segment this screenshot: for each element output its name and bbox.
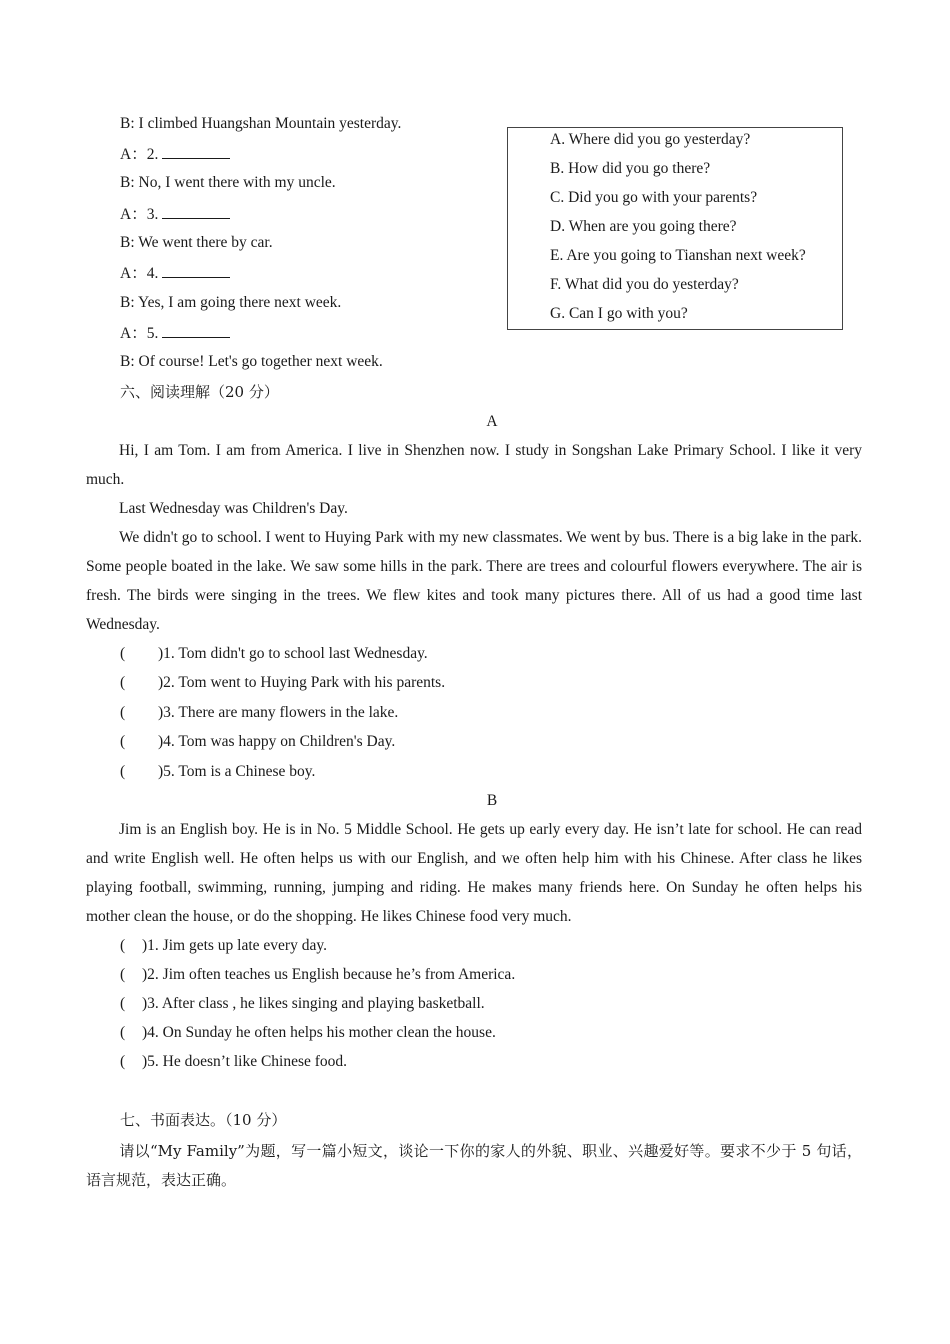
paragraph-text: Jim is an English boy. He is in No. 5 Middle School. He gets up early every day. He isn’t late for school. He can read and write English well. He often helps us with our English, and we often help him with his Chinese. After class he likes playing football, swimming, running, jumping and riding. He makes many friends here. On Sunday he often helps his mother clean the house, or do the shopping. He likes Chinese food very much. — [86, 821, 862, 925]
paren-close: ) — [158, 733, 164, 750]
dialogue-line — [120, 114, 401, 134]
prompt-text: 请以“My Family”为题，写一篇小短文，谈论一下你的家人的外貌、职业、兴趣爱好等。要求不少于 5 句话，语言规范，表达正确。 — [86, 1142, 862, 1189]
question-item — [120, 994, 485, 1014]
question-item — [120, 1052, 347, 1072]
paren-close: ) — [158, 704, 164, 721]
dialogue-line — [120, 352, 383, 372]
question-item — [120, 965, 515, 985]
question-item — [120, 673, 445, 693]
question-text: 5. Tom is a Chinese boy. — [163, 763, 316, 780]
dialogue-line — [120, 233, 273, 253]
answer-paren[interactable]: ( — [120, 645, 126, 662]
paragraph-text: Hi, I am Tom. I am from America. I live in Shenzhen now. I study in Songshan Lake Primary School. I like it very much. — [86, 442, 862, 488]
answer-paren[interactable]: ( — [120, 763, 126, 780]
paren-close: ) — [158, 645, 164, 662]
question-item — [120, 703, 398, 723]
passage-a-paragraph-1 — [86, 436, 862, 494]
dialogue-line — [120, 263, 230, 284]
question-item — [120, 1023, 496, 1043]
dialogue-text: I climbed Huangshan Mountain yesterday. — [138, 115, 402, 132]
answer-paren[interactable]: ( — [120, 704, 126, 721]
options-box — [507, 127, 843, 330]
answer-paren[interactable]: ( — [120, 995, 126, 1012]
question-item — [120, 732, 395, 752]
question-item — [120, 762, 315, 782]
paragraph-text: Last Wednesday was Children's Day. — [119, 500, 348, 517]
dialogue-text: Yes, I am going there next week. — [137, 294, 342, 311]
paragraph-text: We didn't go to school. I went to Huying Park with my new classmates. We went by bus. There is a big lake in the park. Some people boated in the lake. We saw some hills in the park. There are trees and colourful flowers everywhere. The air is fresh. The birds were singing in the trees. We flew kites and took many pictures there. All of us had a good time last Wednesday. — [86, 529, 862, 633]
dialogue-line — [120, 144, 230, 165]
question-text: 4. Tom was happy on Children's Day. — [163, 733, 396, 750]
answer-blank[interactable] — [162, 263, 230, 278]
paren-close: ) — [158, 674, 164, 691]
question-text: 3. There are many flowers in the lake. — [163, 704, 399, 721]
speaker: B: — [120, 174, 135, 191]
answer-paren[interactable]: ( — [120, 1053, 126, 1070]
question-text: 1. Jim gets up late every day. — [147, 937, 327, 954]
paren-close: ) — [142, 1053, 148, 1070]
section-6-title: 六、阅读理解（20 分） — [120, 383, 279, 401]
question-text: 3. After class , he likes singing and playing basketball. — [147, 995, 485, 1012]
answer-paren[interactable]: ( — [120, 674, 126, 691]
dialogue-text: We went there by car. — [138, 234, 273, 251]
answer-paren[interactable]: ( — [120, 1024, 126, 1041]
speaker: B: — [120, 115, 135, 132]
section-7-title: 七、书面表达。（10 分） — [120, 1111, 287, 1129]
question-text: 5. He doesn’t like Chinese food. — [147, 1053, 348, 1070]
speaker: B: — [120, 353, 135, 370]
dialogue-line — [120, 204, 230, 225]
speaker: A： — [120, 146, 147, 163]
writing-prompt — [86, 1137, 862, 1195]
option-c: C. Did you go with your parents? — [550, 189, 758, 206]
passage-a-paragraph-3 — [86, 523, 862, 639]
passage-b-paragraph-1 — [86, 815, 862, 931]
option-g: G. Can I go with you? — [550, 305, 688, 322]
option-d: D. When are you going there? — [550, 218, 737, 235]
speaker: B: — [120, 234, 135, 251]
answer-blank[interactable] — [162, 144, 230, 159]
dialogue-line — [120, 173, 336, 193]
answer-blank[interactable] — [162, 323, 230, 338]
question-number: 4. — [146, 265, 159, 282]
question-item — [120, 936, 327, 956]
question-text: 2. Tom went to Huying Park with his parents. — [163, 674, 446, 691]
passage-b-label: B — [486, 792, 498, 809]
dialogue-text: Of course! Let's go together next week. — [138, 353, 383, 370]
paren-close: ) — [142, 995, 148, 1012]
answer-paren[interactable]: ( — [120, 966, 126, 983]
question-number: 5. — [146, 325, 159, 342]
speaker: A： — [120, 325, 147, 342]
question-text: 2. Jim often teaches us English because he’s from America. — [147, 966, 516, 983]
option-e: E. Are you going to Tianshan next week? — [550, 247, 806, 264]
dialogue-line — [120, 323, 230, 344]
option-a: A. Where did you go yesterday? — [550, 131, 751, 148]
option-f: F. What did you do yesterday? — [550, 276, 739, 293]
passage-a-paragraph-2 — [86, 494, 862, 523]
dialogue-line — [120, 293, 341, 313]
question-text: 4. On Sunday he often helps his mother clean the house. — [147, 1024, 496, 1041]
answer-paren[interactable]: ( — [120, 937, 126, 954]
option-b: B. How did you go there? — [550, 160, 711, 177]
speaker: A： — [120, 265, 147, 282]
passage-a-label: A — [486, 413, 498, 430]
question-number: 2. — [146, 146, 159, 163]
dialogue-text: No, I went there with my uncle. — [138, 174, 336, 191]
question-item — [120, 644, 428, 664]
question-number: 3. — [146, 206, 159, 223]
answer-paren[interactable]: ( — [120, 733, 126, 750]
answer-blank[interactable] — [162, 204, 230, 219]
paren-close: ) — [142, 1024, 148, 1041]
paren-close: ) — [142, 966, 148, 983]
paren-close: ) — [142, 937, 148, 954]
paren-close: ) — [158, 763, 164, 780]
speaker: B: — [120, 294, 135, 311]
question-text: 1. Tom didn't go to school last Wednesday. — [163, 645, 428, 662]
speaker: A： — [120, 206, 147, 223]
